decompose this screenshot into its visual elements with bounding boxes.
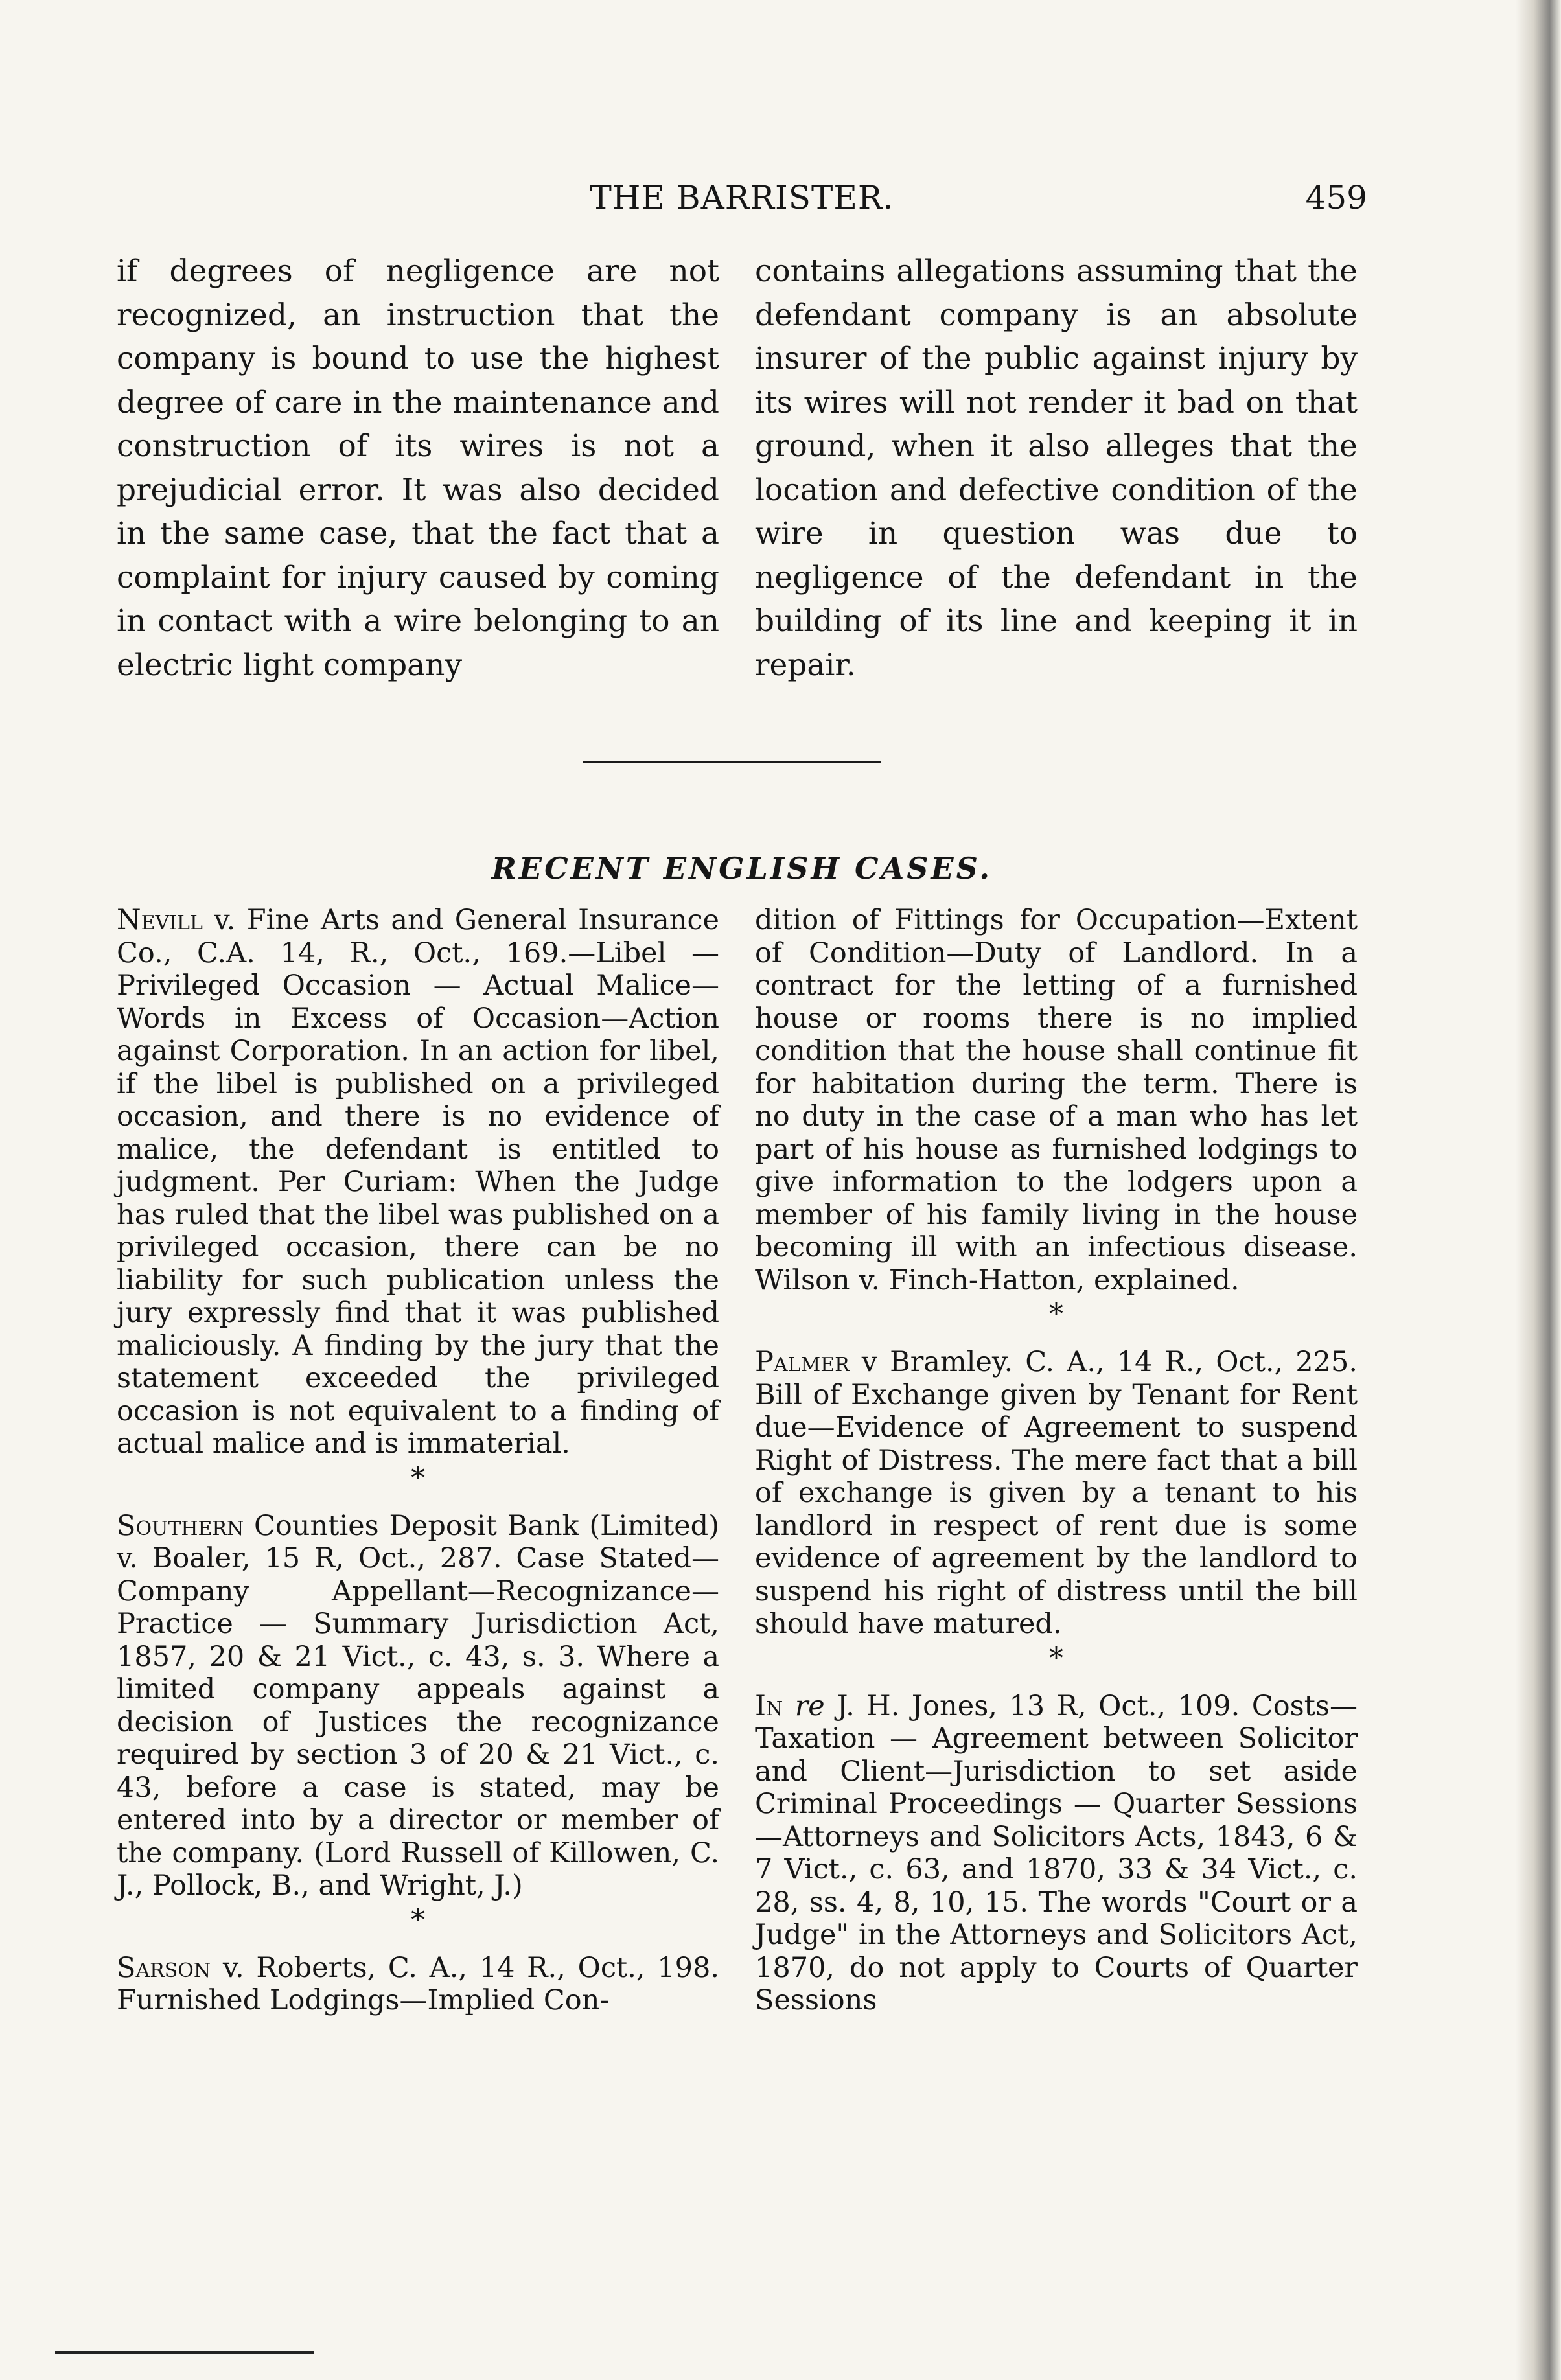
asterisk-separator: * bbox=[411, 1461, 425, 1495]
right-case-column bbox=[755, 904, 1358, 2017]
case-entry-nevill bbox=[117, 904, 719, 1461]
case-text: v Bramley. C. A., 14 R., Oct., 225. Bill of Exchange given by Tenant for Rent due—Evidence of Agreement to suspend Right of Distress. The mere fact that a bill of exchange is given by a tenant to his landlord in respect of rent due is some evidence of agreement by the landlord to suspend his right of distress until the bill should have matured. bbox=[755, 1346, 1358, 1640]
page-edge-shadow bbox=[1516, 0, 1561, 2380]
top-left-paragraph: if degrees of negligence are not recognized, an instruction that the company is bound to use the highest degree of care in the maintenance and construction of its wires is not a prejudicial error. It was also decided in the same case, that the fact that a complaint for injury caused by coming in contact with a wire belonging to an electric light company bbox=[117, 253, 719, 683]
spacer bbox=[117, 1940, 719, 1952]
section-heading: RECENT ENGLISH CASES. bbox=[491, 851, 993, 886]
case-text: J. H. Jones, 13 R, Oct., 109. Costs—Taxation — Agreement between Solicitor and Client—Jurisdiction to set aside Criminal Proceedings — Quarter Sessions—Attorneys and Solicitors Acts, 1843, 6 & 7 Vict., c. 63, and 1870, 33 & 34 Vict., c. 28, ss. 4, 8, 10, 15. The words "Court or a Judge" in the Attorneys and Solicitors Act, 1870, do not apply to Courts of Quarter Sessions bbox=[755, 1689, 1358, 2016]
top-right-paragraph: contains allegations assuming that the defendant company is an absolute insurer of the public against injury by its wires will not render it bad on that ground, when it also alleges that the location and defective condition of the wire in question was due to negligence of the defendant in the building of its line and keeping it in repair. bbox=[755, 253, 1358, 683]
case-name: In bbox=[755, 1689, 783, 1722]
running-title: THE BARRISTER. bbox=[590, 179, 894, 216]
case-entry-jones bbox=[755, 1690, 1358, 2017]
case-text: v. Fine Arts and General Insurance Co., C.A. 14, R., Oct., 169.—Libel — Privileged Occasion — Actual Malice—Words in Excess of Occasion—Action against Corporation. In an action for libel, if the libel is published on a privileged occasion, and there is no evidence of malice, the defendant is entitled to judgment. Per Curiam: When the Judge has ruled that the libel was published on a privileged occasion, there can be no liability for such publication unless the jury expressly find that it was published maliciously. A finding by the jury that the statement exceeded the privileged occasion is not equivalent to a finding of actual malice and is immaterial. bbox=[117, 904, 719, 1460]
spacer bbox=[755, 1334, 1358, 1346]
case-name-italic: re bbox=[794, 1689, 825, 1722]
case-text: v. Roberts, C. A., 14 R., Oct., 198. Furnished Lodgings—Implied Con- bbox=[117, 1951, 719, 2016]
asterisk-separator: * bbox=[1049, 1641, 1063, 1675]
case-text: dition of Fittings for Occupation—Extent of Condition—Duty of Landlord. In a contract for the letting of a furnished house or rooms there is no implied condition that the house shall continue fit for habitation during the term. There is no duty in the case of a man who has let part of his house as furnished lodgings to give information to the lodgers upon a member of his family living in the house becoming ill with an infectious disease. Wilson v. Finch-Hatton, explained. bbox=[755, 904, 1358, 1297]
bottom-rule bbox=[55, 2351, 314, 2354]
case-name: Palmer bbox=[755, 1346, 850, 1378]
page-header bbox=[117, 175, 1367, 220]
section-divider bbox=[583, 761, 881, 763]
asterisk-separator: * bbox=[1049, 1298, 1063, 1331]
case-name: Nevill bbox=[117, 904, 203, 936]
spacer bbox=[755, 1678, 1358, 1690]
page-number: 459 bbox=[1305, 179, 1367, 216]
case-text: Counties Deposit Bank (Limited) v. Boaler, 15 R, Oct., 287. Case Stated—Company Appellant—Recognizance—Practice — Summary Jurisdiction Act, 1857, 20 & 21 Vict., c. 43, s. 3. Where a limited company appeals against a decision of Justices the recognizance required by section 3 of 20 & 21 Vict., c. 43, before a case is stated, may be entered into by a director or member of the company. (Lord Russell of Killowen, C. J., Pollock, B., and Wright, J.) bbox=[117, 1509, 719, 1902]
case-entry-southern bbox=[117, 1510, 719, 1902]
case-entry-palmer bbox=[755, 1346, 1358, 1641]
case-entry-sarson bbox=[117, 1952, 719, 2017]
case-name: Southern bbox=[117, 1509, 244, 1542]
spacer bbox=[117, 1498, 719, 1510]
case-entry-sarson-continued bbox=[755, 904, 1358, 1297]
case-name: Sarson bbox=[117, 1951, 211, 1984]
left-case-column bbox=[117, 904, 719, 2017]
asterisk-separator: * bbox=[411, 1903, 425, 1937]
